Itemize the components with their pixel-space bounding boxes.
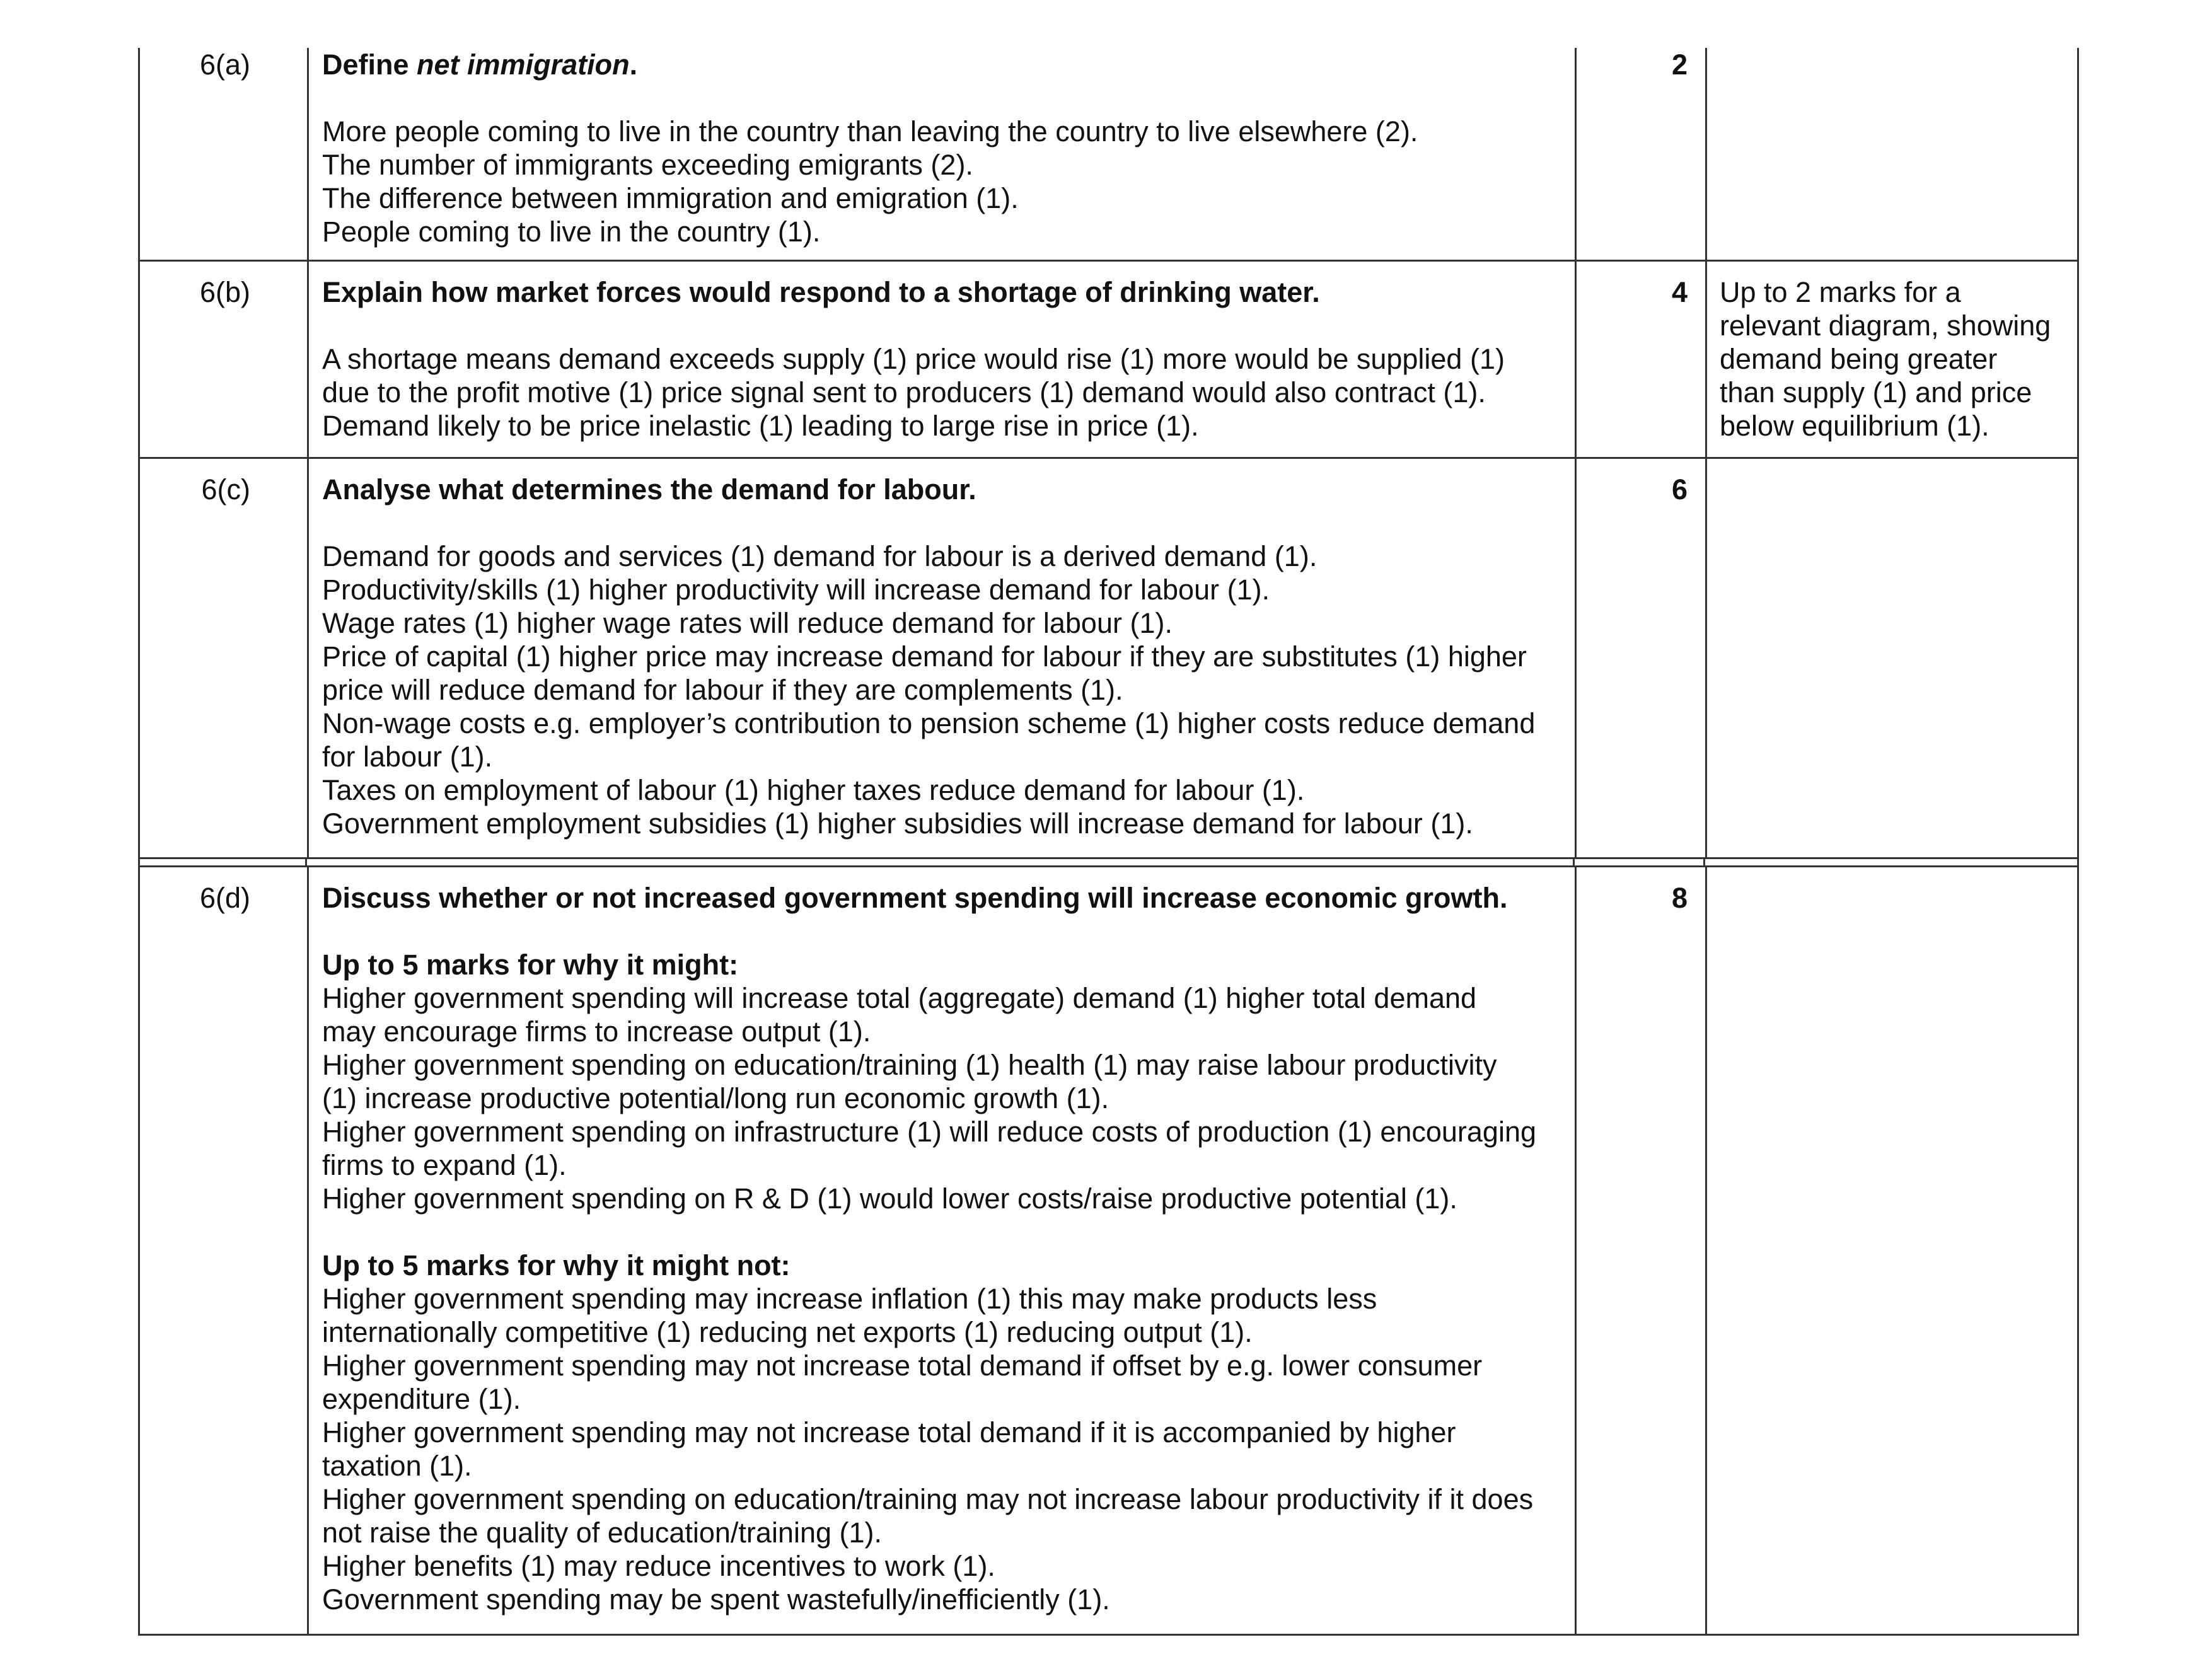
answer-line: A shortage means demand exceeds supply (1) price would rise (1) more would be supplied (1) (322, 343, 1505, 375)
marks-value: 6 (1671, 473, 1688, 506)
answer-line: Demand likely to be price inelastic (1) leading to large rise in price (1). (322, 410, 1199, 442)
guidance-line: than supply (1) and price (1720, 376, 2032, 408)
answer-line: Higher government spending may not increase total demand if it is accompanied by higher (322, 1416, 1456, 1448)
answer-line: may encourage firms to increase output (1). (322, 1015, 871, 1048)
answer-line: Price of capital (1) higher price may increase demand for labour if they are substitutes (1) higher (322, 640, 1527, 673)
answer-cell (322, 473, 1564, 840)
answer-line: Non-wage costs e.g. employer’s contribution to pension scheme (1) higher costs reduce demand (322, 707, 1536, 739)
subheading: Up to 5 marks for why it might not: (322, 1249, 790, 1281)
question-title: Define net immigration. (322, 49, 638, 81)
answer-line: (1) increase productive potential/long run economic growth (1). (322, 1082, 1109, 1114)
answer-line: Productivity/skills (1) higher productivity will increase demand for labour (1). (322, 574, 1270, 606)
answer-line: Higher government spending on infrastructure (1) will reduce costs of production (1) encouraging (322, 1116, 1537, 1148)
marks-value: 4 (1671, 276, 1688, 308)
question-title: Explain how market forces would respond to a shortage of drinking water. (322, 276, 1320, 308)
guidance-cell (1720, 275, 2073, 442)
answer-cell (322, 881, 1564, 1616)
row-separator (138, 857, 2079, 867)
table-row (138, 262, 2079, 459)
marks-value: 8 (1671, 882, 1688, 914)
mark-scheme-table (138, 48, 2079, 1636)
subheading: Up to 5 marks for why it might: (322, 949, 739, 981)
answer-line: The difference between immigration and emigration (1). (322, 182, 1019, 214)
table-row (138, 459, 2079, 857)
answer-line: Higher benefits (1) may reduce incentives to work (1). (322, 1550, 995, 1582)
answer-line: firms to expand (1). (322, 1149, 567, 1181)
answer-line: Government spending may be spent wastefully/inefficiently (1). (322, 1583, 1110, 1615)
guidance-line: below equilibrium (1). (1720, 410, 1989, 442)
marks-value: 2 (1671, 49, 1688, 81)
question-title: Analyse what determines the demand for labour. (322, 473, 976, 506)
answer-line: Demand for goods and services (1) demand for labour is a derived demand (1). (322, 540, 1317, 572)
answer-line: price will reduce demand for labour if they are complements (1). (322, 674, 1123, 706)
table-row (138, 48, 2079, 262)
answer-cell (322, 275, 1564, 442)
question-number: 6(b) (199, 276, 250, 308)
answer-line: taxation (1). (322, 1450, 472, 1482)
answer-cell (322, 48, 1564, 248)
answer-line: Government employment subsidies (1) higher subsidies will increase demand for labour (1). (322, 807, 1473, 840)
answer-line: Higher government spending may not increase total demand if offset by e.g. lower consumer (322, 1349, 1483, 1382)
answer-line: internationally competitive (1) reducing net exports (1) reducing output (1). (322, 1316, 1253, 1348)
question-number: 6(d) (199, 882, 250, 914)
answer-line: More people coming to live in the country than leaving the country to live elsewhere (2). (322, 115, 1418, 147)
answer-line: Higher government spending on R & D (1) would lower costs/raise productive potential (1). (322, 1182, 1457, 1215)
answer-line: for labour (1). (322, 741, 493, 773)
answer-line: People coming to live in the country (1). (322, 216, 821, 248)
answer-line: Higher government spending on education/training may not increase labour productivity if it does (322, 1483, 1534, 1515)
question-number: 6(c) (201, 473, 250, 506)
question-number: 6(a) (199, 49, 250, 81)
answer-line: expenditure (1). (322, 1383, 521, 1415)
guidance-line: demand being greater (1720, 343, 1998, 375)
question-title: Discuss whether or not increased government spending will increase economic growth. (322, 882, 1508, 914)
answer-line: Taxes on employment of labour (1) higher taxes reduce demand for labour (1). (322, 774, 1305, 806)
answer-line: not raise the quality of education/training (1). (322, 1517, 883, 1549)
guidance-line: Up to 2 marks for a (1720, 276, 1961, 308)
answer-line: due to the profit motive (1) price signal sent to producers (1) demand would also contract (1). (322, 376, 1486, 408)
answer-line: Higher government spending on education/training (1) health (1) may raise labour productivity (322, 1049, 1497, 1081)
guidance-line: relevant diagram, showing (1720, 309, 2051, 342)
table-row (138, 867, 2079, 1636)
answer-line: Higher government spending may increase inflation (1) this may make products less (322, 1283, 1377, 1315)
answer-line: Wage rates (1) higher wage rates will reduce demand for labour (1). (322, 607, 1173, 639)
answer-line: The number of immigrants exceeding emigrants (2). (322, 149, 973, 181)
answer-line: Higher government spending will increase total (aggregate) demand (1) higher total demand (322, 982, 1477, 1014)
